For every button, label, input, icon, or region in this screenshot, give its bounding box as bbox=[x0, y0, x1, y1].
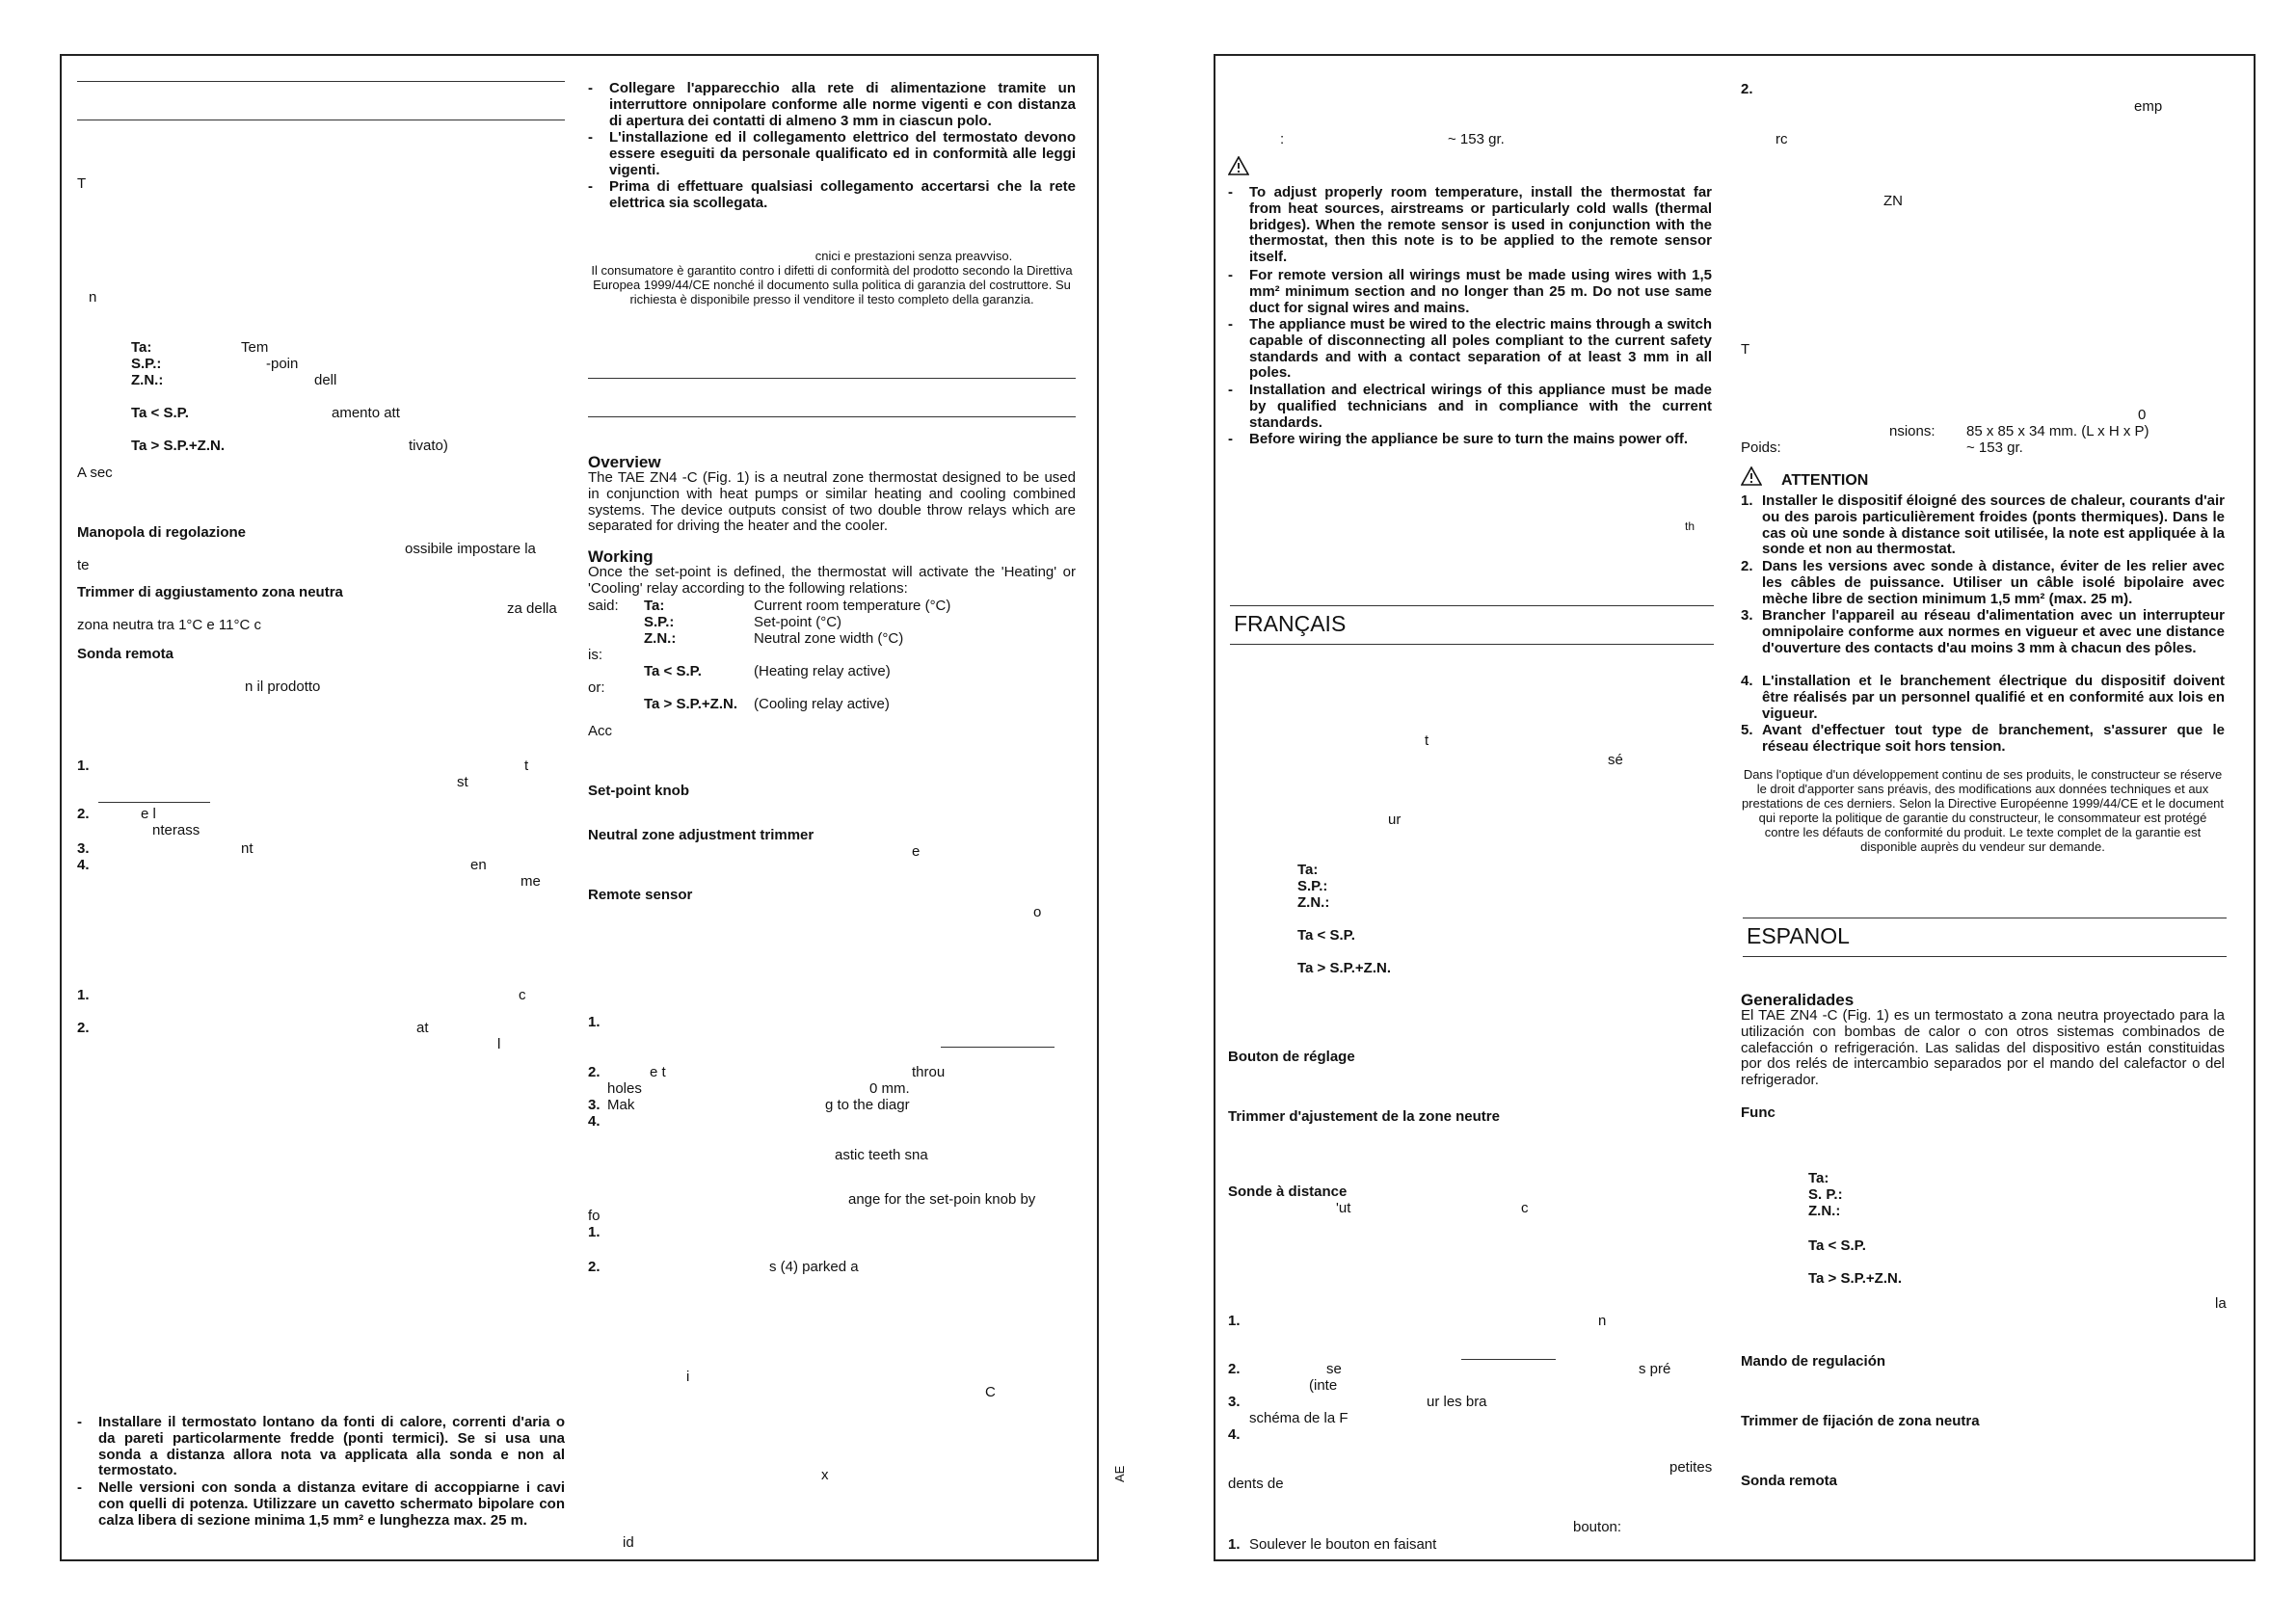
section-heading: Generalidades bbox=[1741, 991, 1855, 1009]
rule bbox=[98, 802, 210, 803]
label: is: bbox=[588, 647, 602, 663]
section-heading: Trimmer d'ajustement de la zone neutre bbox=[1228, 1108, 1500, 1125]
condition-key: Ta < S.P. bbox=[644, 663, 702, 679]
step-number: 3. bbox=[77, 840, 90, 857]
warning-text: To adjust properly room temperature, install the thermostat far from heat sources, airstreams or particularly cold walls (thermal bridges). When the remote sensor is used in conjunction with the thermostat, then this note is to be applied to the remote sensor itself. bbox=[1249, 184, 1712, 266]
condition-value: amento att bbox=[332, 405, 400, 421]
spec-value: 85 x 85 x 34 mm. (L x H x P) bbox=[1966, 423, 2149, 439]
definition-key: Ta: bbox=[1808, 1170, 1829, 1186]
text-fragment: l bbox=[497, 1036, 501, 1052]
bullet-text: Prima di effettuare qualsiasi collegamento accertarsi che la rete elettrica sia scollegata. bbox=[609, 178, 1076, 211]
section-heading: Manopola di regolazione bbox=[77, 524, 247, 541]
attention-item: 1. Installer le dispositif éloigné des sources de chaleur, courants d'air ou des parois particulièrement froides (ponts thermiques). Dans le cas où une sonde à distance soit utilisée, la note est appliquée à la sonde et non au thermostat. bbox=[1741, 492, 2225, 558]
text-fragment: t bbox=[1425, 732, 1429, 749]
text-fragment: nterass bbox=[152, 822, 200, 838]
label: said: bbox=[588, 598, 619, 614]
text-fragment: zona neutra tra 1°C e 11°C c bbox=[77, 617, 261, 633]
step-number: 2. bbox=[77, 806, 90, 822]
warning-item: - The appliance must be wired to the electric mains through a switch capable of disconnecting all poles compliant to the current safety standards and with a contact separation of at least 3 mm in all poles. bbox=[1228, 316, 1712, 382]
text-fragment: i bbox=[686, 1369, 690, 1385]
rule bbox=[77, 81, 565, 82]
text-fragment: c bbox=[519, 987, 526, 1003]
attention-text: Brancher l'appareil au réseau d'alimentation avec un interrupteur omnipolaire conforme aux normes en vigueur et avec une distance d'ouverture des contacts d'au moins 3 mm à chacun des pôles. bbox=[1762, 607, 2225, 656]
step-number: 3. bbox=[1228, 1394, 1241, 1410]
definition-key: Ta: bbox=[1297, 862, 1319, 878]
section-heading: Sonda remota bbox=[77, 646, 174, 662]
definition-key: Z.N.: bbox=[1808, 1203, 1841, 1219]
attention-item: 5. Avant d'effectuer tout type de branchement, s'assurer que le réseau électrique soit hors tension. bbox=[1741, 722, 2225, 755]
warning-item: - For remote version all wirings must be made using wires with 1,5 mm² minimum section and no longer than 25 m. Do not use same duct for signal wires and mains. bbox=[1228, 267, 1712, 316]
section-heading: Trimmer di aggiustamento zona neutra bbox=[77, 584, 343, 600]
text-fragment: en bbox=[470, 857, 487, 873]
bullet-text: L'installazione ed il collegamento elettrico del termostato devono essere eseguiti da personale qualificato ed in conformità alle leggi vigenti. bbox=[609, 129, 1076, 178]
text-fragment: T bbox=[1741, 341, 1750, 358]
warranty-note bbox=[588, 249, 1076, 306]
spec-label: Poids: bbox=[1741, 439, 1781, 456]
condition-key: Ta < S.P. bbox=[1297, 927, 1355, 944]
note-line: cnici e prestazioni senza preavviso. bbox=[814, 249, 1013, 263]
text-fragment: T bbox=[77, 175, 87, 192]
condition-value: (Heating relay active) bbox=[754, 663, 891, 679]
text-fragment: se bbox=[1326, 1361, 1342, 1377]
text-fragment: t bbox=[524, 758, 529, 774]
attention-text: L'installation et le branchement électrique du dispositif doivent être réalisés par un personnel qualifié et en conformité aux lois en vigueur. bbox=[1762, 673, 2225, 722]
text-fragment: sé bbox=[1608, 752, 1623, 768]
text-fragment: n bbox=[89, 289, 97, 306]
attention-item: 2. Dans les versions avec sonde à distance, éviter de les relier avec les câbles de puissance. Utiliser un câble isolé bipolaire avec mèche libre de section minimum 1,5 mm² (max. 25 m). bbox=[1741, 558, 2225, 607]
text-fragment: th bbox=[1685, 519, 1695, 533]
rule bbox=[1743, 956, 2227, 957]
attention-text: Dans les versions avec sonde à distance, éviter de les relier avec les câbles de puissance. Utiliser un câble isolé bipolaire avec mèche libre de section minimum 1,5 mm² (max. 25 m). bbox=[1762, 558, 2225, 607]
step-number: 1. bbox=[588, 1014, 601, 1030]
definition-value: -poin bbox=[266, 356, 299, 372]
text-fragment: schéma de la F bbox=[1249, 1410, 1348, 1426]
condition-key: Ta > S.P.+Z.N. bbox=[131, 438, 225, 454]
warning-text: Nelle versioni con sonda a distanza evitare di accoppiarne i cavi con quelli di potenza. Utilizzare un cavetto schermato bipolare con calza libera di sezione minima 1,5 mm² e lunghezza max. 25 m. bbox=[98, 1479, 565, 1529]
warning-icon bbox=[1228, 156, 1249, 180]
text-fragment: C bbox=[985, 1384, 996, 1400]
section-heading: Sonda remota bbox=[1741, 1473, 1838, 1489]
definition-key: Ta: bbox=[131, 339, 152, 356]
text-fragment: ZN bbox=[1883, 193, 1903, 209]
condition-value: (Cooling relay active) bbox=[754, 696, 890, 712]
text-fragment: ange for the set-poin knob by bbox=[848, 1191, 1036, 1208]
step-number: 2. bbox=[1741, 81, 1753, 97]
section-heading: Sonde à distance bbox=[1228, 1184, 1348, 1200]
definition-key: Z.N.: bbox=[644, 630, 677, 647]
condition-key: Ta < S.P. bbox=[1808, 1237, 1866, 1254]
rule bbox=[1230, 644, 1714, 645]
text-fragment: g to the diagr bbox=[825, 1097, 910, 1113]
text-fragment: nt bbox=[241, 840, 254, 857]
text-fragment: (inte bbox=[1309, 1377, 1338, 1394]
text-fragment: bouton: bbox=[1573, 1519, 1622, 1535]
section-heading: Set-point knob bbox=[588, 783, 689, 799]
warning-text: Installation and electrical wirings of this appliance must be made by qualified technicians and in compliance with the current standards. bbox=[1249, 382, 1712, 431]
section-heading: Func bbox=[1741, 1104, 1775, 1121]
definition-value: Current room temperature (°C) bbox=[754, 598, 951, 614]
step-number: 2. bbox=[588, 1259, 601, 1275]
text-fragment: me bbox=[521, 873, 541, 890]
text-fragment: ossibile impostare la bbox=[405, 541, 536, 557]
rule bbox=[1461, 1359, 1556, 1360]
definition-key: Ta: bbox=[644, 598, 665, 614]
text-fragment: st bbox=[457, 774, 468, 790]
text-fragment: Acc bbox=[588, 723, 613, 739]
warning-item: - To adjust properly room temperature, install the thermostat far from heat sources, airstreams or particularly cold walls (thermal bridges). When the remote sensor is used in conjunction with the thermostat, then this note is to be applied to the remote sensor itself. bbox=[1228, 184, 1712, 266]
working-text: Once the set-point is defined, the thermostat will activate the 'Heating' or 'Cooling' relay according to the following relations: bbox=[588, 564, 1076, 597]
condition-key: Ta < S.P. bbox=[131, 405, 189, 421]
rule bbox=[1230, 605, 1714, 606]
bullet-item: - L'installazione ed il collegamento elettrico del termostato devono essere eseguiti da personale qualificato ed in conformità alle leggi vigenti. bbox=[588, 129, 1076, 178]
text-fragment: A sec bbox=[77, 465, 113, 481]
warning-icon bbox=[1741, 466, 1762, 491]
spec-label: nsions: bbox=[1889, 423, 1936, 439]
definition-value: Tem bbox=[241, 339, 269, 356]
generalidades-text: El TAE ZN4 -C (Fig. 1) es un termostato a zona neutra proyectado para la utilización con bombas de calor o con otros sistemas combinados de calefacción o refrigeración. Las salidas del dispositivo están constituidas por dos relés de intercambio separados por el mando del calefactor o del refrigerador. bbox=[1741, 1007, 2225, 1089]
condition-value: tivato) bbox=[409, 438, 448, 454]
text-fragment: Mak bbox=[607, 1097, 635, 1113]
warning-text: Installare il termostato lontano da fonti di calore, correnti d'aria o da pareti particolarmente fredde (ponti termici). Se si usa una sonda a distanza allora nota va applicata alla sonda e non al termostato. bbox=[98, 1414, 565, 1479]
warning-item: - Installation and electrical wirings of this appliance must be made by qualified technicians and in compliance with the current standards. bbox=[1228, 382, 1712, 431]
condition-key: Ta > S.P.+Z.N. bbox=[644, 696, 737, 712]
text-fragment: e l bbox=[141, 806, 156, 822]
text-fragment: n bbox=[1598, 1313, 1607, 1329]
text-fragment: at bbox=[416, 1020, 429, 1036]
step-number: 1. bbox=[77, 987, 90, 1003]
attention-item: 4. L'installation et le branchement électrique du dispositif doivent être réalisés par un personnel qualifié et en conformité aux lois en vigueur. bbox=[1741, 673, 2225, 722]
definition-value: Set-point (°C) bbox=[754, 614, 842, 630]
warranty-note: Dans l'optique d'un développement continu de ses produits, le constructeur se réserve le droit d'apporter sans préavis, des modifications aux données techniques et aux prestations de ces derniers. Selon la Directive Européenne 1999/44/CE et le document qui reporte la politique de garantie du constructeur, le consommateur est protégé contre les défauts de conformité du produit. Le texte complet de la garantie est disponible auprès du vendeur sur demande. bbox=[1741, 767, 2225, 854]
step-number: 2. bbox=[588, 1064, 601, 1080]
step-number: 2. bbox=[77, 1020, 90, 1036]
text-fragment: 0 mm. bbox=[869, 1080, 910, 1097]
section-heading: Overview bbox=[588, 453, 661, 471]
definition-key: S.P.: bbox=[1297, 878, 1328, 894]
spec-label: : bbox=[1280, 131, 1285, 147]
step-number: 4. bbox=[588, 1113, 601, 1130]
text-fragment: ur les bra bbox=[1427, 1394, 1487, 1410]
text-fragment: throu bbox=[912, 1064, 946, 1080]
step-number: 1. bbox=[1228, 1536, 1241, 1553]
step-number: 1. bbox=[77, 758, 90, 774]
text-fragment: o bbox=[1033, 904, 1042, 920]
rule bbox=[588, 416, 1076, 417]
side-code: AE bbox=[1112, 1465, 1127, 1482]
rule bbox=[588, 378, 1076, 379]
text-fragment: rc bbox=[1775, 131, 1788, 147]
step-number: 1. bbox=[1228, 1313, 1241, 1329]
definition-value: dell bbox=[314, 372, 337, 388]
warning-item: - Before wiring the appliance be sure to turn the mains power off. bbox=[1228, 432, 1712, 448]
definition-key: S.P.: bbox=[644, 614, 675, 630]
text-fragment: 0 bbox=[2138, 407, 2147, 423]
warning-text: Before wiring the appliance be sure to turn the mains power off. bbox=[1249, 431, 1689, 447]
step-number: 1. bbox=[588, 1224, 601, 1240]
definition-key: S.P.: bbox=[131, 356, 162, 372]
text-fragment: petites bbox=[1669, 1459, 1713, 1476]
label: or: bbox=[588, 679, 605, 696]
text-fragment: fo bbox=[588, 1208, 601, 1224]
section-heading: Bouton de réglage bbox=[1228, 1049, 1355, 1065]
overview-text: The TAE ZN4 -C (Fig. 1) is a neutral zone thermostat designed to be used in conjunction with heat pumps or similar heating and cooling combined systems. The device outputs consist of two double throw relays which are separated for driving the heater and the cooler. bbox=[588, 469, 1076, 535]
bullet-item: - Prima di effettuare qualsiasi collegamento accertarsi che la rete elettrica sia scollegata. bbox=[588, 178, 1076, 211]
text-fragment: Soulever le bouton en faisant bbox=[1249, 1536, 1437, 1553]
definition-key: S. P.: bbox=[1808, 1186, 1843, 1203]
condition-key: Ta > S.P.+Z.N. bbox=[1297, 960, 1391, 976]
text-fragment: c bbox=[1521, 1200, 1529, 1216]
attention-text: Avant d'effectuer tout type de branchement, s'assurer que le réseau électrique soit hors tension. bbox=[1762, 722, 2225, 755]
rule bbox=[941, 1047, 1055, 1048]
spec-value: ~ 153 gr. bbox=[1448, 131, 1505, 147]
condition-key: Ta > S.P.+Z.N. bbox=[1808, 1270, 1902, 1287]
text-fragment: n il prodotto bbox=[245, 678, 321, 695]
section-heading: ESPANOL bbox=[1747, 923, 1850, 948]
warning-text: The appliance must be wired to the electric mains through a switch capable of disconnecting all poles compliant to the current safety standards and with a contact separation of at least 3 mm in all poles. bbox=[1249, 316, 1712, 382]
warning-item: - Nelle versioni con sonda a distanza evitare di accoppiarne i cavi con quelli di potenza. Utilizzare un cavetto schermato bipolare con calza libera di sezione minima 1,5 mm² e lunghezza max. 25 m. bbox=[77, 1479, 565, 1529]
step-number: 4. bbox=[77, 857, 90, 873]
text-fragment: e bbox=[912, 843, 921, 860]
bullet-item: - Collegare l'apparecchio alla rete di alimentazione tramite un interruttore onnipolare conforme alle norme vigenti e con distanza di apertura dei contatti di almeno 3 mm in ciascun polo. bbox=[588, 80, 1076, 129]
attention-item: 3. Brancher l'appareil au réseau d'alimentation avec un interrupteur omnipolaire conforme aux normes en vigueur et avec une distance d'ouverture des contacts d'au moins 3 mm à chacun des pôles. bbox=[1741, 607, 2225, 656]
text-fragment: za della bbox=[507, 600, 557, 617]
definition-value: Neutral zone width (°C) bbox=[754, 630, 904, 647]
text-fragment: s pré bbox=[1639, 1361, 1671, 1377]
note-text: Il consumatore è garantito contro i difetti di conformità del prodotto secondo la Direttiva Europea 1999/44/CE nonché il documento sulla politica di garanzia del costruttore. Su richiesta è disponibile presso il venditore il testo completo della garanzia. bbox=[591, 263, 1073, 306]
attention-heading: ATTENTION bbox=[1781, 472, 1869, 489]
definition-key: Z.N.: bbox=[131, 372, 164, 388]
section-heading: Remote sensor bbox=[588, 887, 693, 903]
attention-text: Installer le dispositif éloigné des sources de chaleur, courants d'air ou des parois particulièrement froides (ponts thermiques). Dans le cas où une sonde à distance soit utilisée, la note est appliquée à la sonde et non au thermostat. bbox=[1762, 492, 2225, 558]
section-heading: Mando de regulación bbox=[1741, 1353, 1886, 1370]
text-fragment: astic teeth sna bbox=[835, 1147, 928, 1163]
warning-text: For remote version all wirings must be made using wires with 1,5 mm² minimum section and no longer than 25 m. Do not use same duct for signal wires and mains. bbox=[1249, 267, 1712, 316]
bullet-text: Collegare l'apparecchio alla rete di alimentazione tramite un interruttore onnipolare conforme alle norme vigenti e con distanza di apertura dei contatti di almeno 3 mm in ciascun polo. bbox=[609, 80, 1076, 129]
text-fragment: e t bbox=[650, 1064, 666, 1080]
section-heading: Working bbox=[588, 547, 654, 566]
text-fragment: x bbox=[821, 1467, 829, 1483]
spec-value: ~ 153 gr. bbox=[1966, 439, 2023, 456]
section-heading: Neutral zone adjustment trimmer bbox=[588, 827, 814, 843]
section-heading: FRANÇAIS bbox=[1234, 611, 1347, 636]
section-heading: Trimmer de fijación de zona neutra bbox=[1741, 1413, 1980, 1429]
step-number: 2. bbox=[1228, 1361, 1241, 1377]
text-fragment: id bbox=[623, 1534, 634, 1551]
step-number: 3. bbox=[588, 1097, 601, 1113]
text-fragment: 'ut bbox=[1336, 1200, 1351, 1216]
text-fragment: la bbox=[2215, 1295, 2227, 1312]
text-fragment: ur bbox=[1388, 812, 1402, 828]
text-fragment: te bbox=[77, 557, 90, 573]
warning-item: - Installare il termostato lontano da fonti di calore, correnti d'aria o da pareti particolarmente fredde (ponti termici). Se si usa una sonda a distanza allora nota va applicata alla sonda e non al termostato. bbox=[77, 1414, 565, 1479]
text-fragment: dents de bbox=[1228, 1476, 1284, 1492]
definition-key: Z.N.: bbox=[1297, 894, 1330, 911]
text-fragment: holes bbox=[607, 1080, 642, 1097]
text-fragment: emp bbox=[2134, 98, 2163, 115]
step-number: 4. bbox=[1228, 1426, 1241, 1443]
text-fragment: s (4) parked a bbox=[769, 1259, 859, 1275]
